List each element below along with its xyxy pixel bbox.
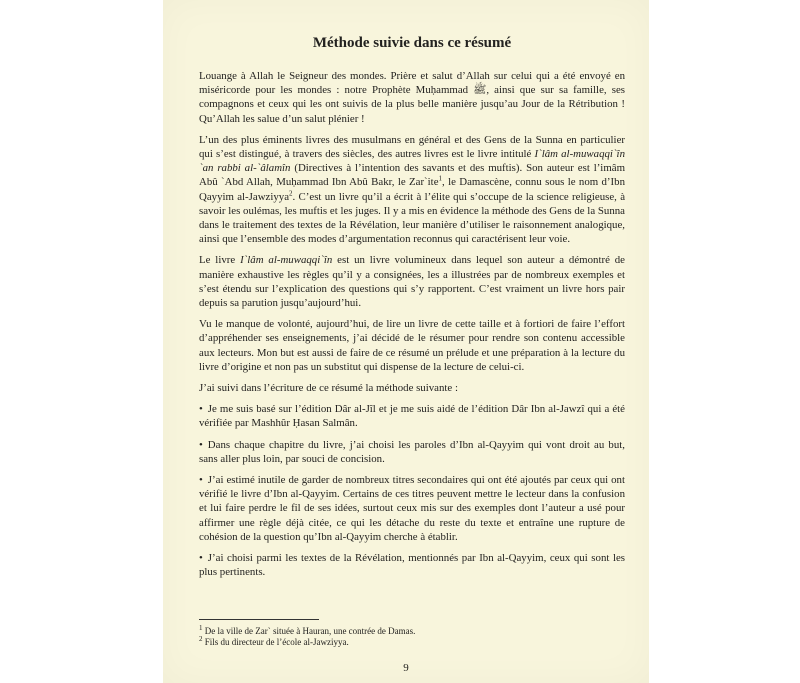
method-bullet [199, 551, 625, 579]
book-title: I`lâm al-muwaqqi`în `an rabbi al-`âlamîn [199, 148, 625, 175]
paragraph-purpose: Vu le manque de volonté, aujourd’hui, de lire un livre de cette taille et à fortiori de faire l’effort d’appréhender ses enseignements, j’ai décidé de le résumer pour rendre son contenu accessible aux lecteurs. Mon but est aussi de faire de ce résumé un prélude et une préparation à la lecture du livre d’origine et non pas un substitut qui dispense de la lecture de celui-ci. [199, 318, 625, 373]
bullet-text: J’ai choisi parmi les textes de la Révélation, mentionnés par Ibn al-Qayyim, ceux qui sont les plus pertinents. [199, 552, 625, 579]
book-title: I`lâm al-muwaqqi`în [240, 254, 333, 267]
paragraph-text: (Directives à l’intention des savants et des muftis). Son auteur est l’imâm Abû `Abd Allah, Muḥammad Ibn Abû Bakr, le Zar`ite [199, 162, 626, 189]
method-bullet [199, 402, 625, 430]
footnote-text: De la ville de Zar` située à Hauran, une contrée de Damas. [202, 626, 416, 636]
footnote-ref: 2 [289, 189, 293, 198]
footnote-divider [199, 619, 319, 620]
footnote-number: 2 [199, 635, 203, 643]
bullet-mark: • [199, 403, 203, 416]
bullet-text: J’ai estimé inutile de garder de nombreux titres secondaires qui ont été ajoutés par ceux qui ont vérifié le livre d’Ibn al-Qayyim. Certains de ces titres peuvent mettre le lecteur dans la confusion et lui faire perdre le fil de ses idées, surtout ceux mis sur des exemples dont l’auteur a usé pour affirmer une règle déjà citée, ce qui les détache du reste du texte et entraîne une rupture de cohésion de la question qu’Ibn al-Qayyim cherche à établir. [199, 474, 625, 543]
bullet-mark: • [199, 474, 203, 487]
footnotes [199, 619, 625, 648]
book-page [163, 0, 649, 683]
footnote [199, 637, 625, 648]
paragraph-book-volume [199, 253, 625, 310]
method-bullet [199, 438, 625, 466]
paragraph-text: . C’est un livre qu’il a écrit à l’élite qui s’occupe de la science religieuse, à savoir les oulémas, les muftis et les juges. Il y a mis en évidence la méthode des Gens de la Sunna dans le traitement des textes de la Révélation, leur manière d’utiliser le raisonnement analogique, ainsi que l’ensemble des modes d’argumentation reconnus qui caractérisent leur voie. [199, 190, 626, 246]
bullet-mark: • [199, 552, 203, 565]
footnote-text: Fils du directeur de l’école al-Jawziyya. [202, 637, 349, 647]
page-content [199, 34, 625, 587]
paragraph-text: Le livre [199, 254, 241, 267]
page-title: Méthode suivie dans ce résumé [312, 35, 512, 51]
paragraph-book-description [199, 133, 625, 247]
bullet-text: Je me suis basé sur l’édition Dâr al-Jîl et je me suis aidé de l’édition Dâr Ibn al-Jawzî qui a été vérifiée par Mashhûr Ḥasan Salmân. [199, 403, 625, 430]
page-number: 9 [403, 662, 409, 674]
paragraph-text: , le Damascène, connu sous le nom d’Ibn Qayyim al-Jawziyya [199, 176, 625, 203]
paragraph-method-intro: J’ai suivi dans l’écriture de ce résumé la méthode suivante : [199, 382, 458, 395]
paragraph-intro: Louange à Allah le Seigneur des mondes. Prière et salut d’Allah sur celui qui a été envoyé en miséricorde pour les mondes : notre Prophète Muḥammad ﷺ, ainsi que sur sa famille, ses compagnons et ceux qui les ont suivis de la plus belle manière jusqu’au Jour de la Rétribution ! Qu’Allah les salue d’un salut plénier ! [199, 70, 625, 125]
footnote-number: 1 [199, 624, 203, 632]
bullet-mark: • [199, 438, 203, 451]
paragraph-text: est un livre volumineux dans lequel son auteur a démontré de manière exhaustive les règles qu’il y a consignées, les a illustrées par de nombreux exemples et s’est étendu sur l’explication des questions qui s’y rapportent. C’est vraiment un livre hors pair depuis sa parution jusqu’aujourd’hui. [199, 254, 625, 310]
paragraph-text: L’un des plus éminents livres des musulmans en général et des Gens de la Sunna en particulier qui s’est distingué, à travers des siècles, des autres livres est le livre intitulé [199, 133, 625, 161]
bullet-text: Dans chaque chapitre du livre, j’ai choisi les paroles d’Ibn al-Qayyim qui vont droit au but, sans aller plus loin, par souci de concision. [199, 438, 625, 465]
footnote-ref: 1 [438, 174, 443, 183]
footnote [199, 626, 625, 637]
method-bullet [199, 473, 625, 544]
